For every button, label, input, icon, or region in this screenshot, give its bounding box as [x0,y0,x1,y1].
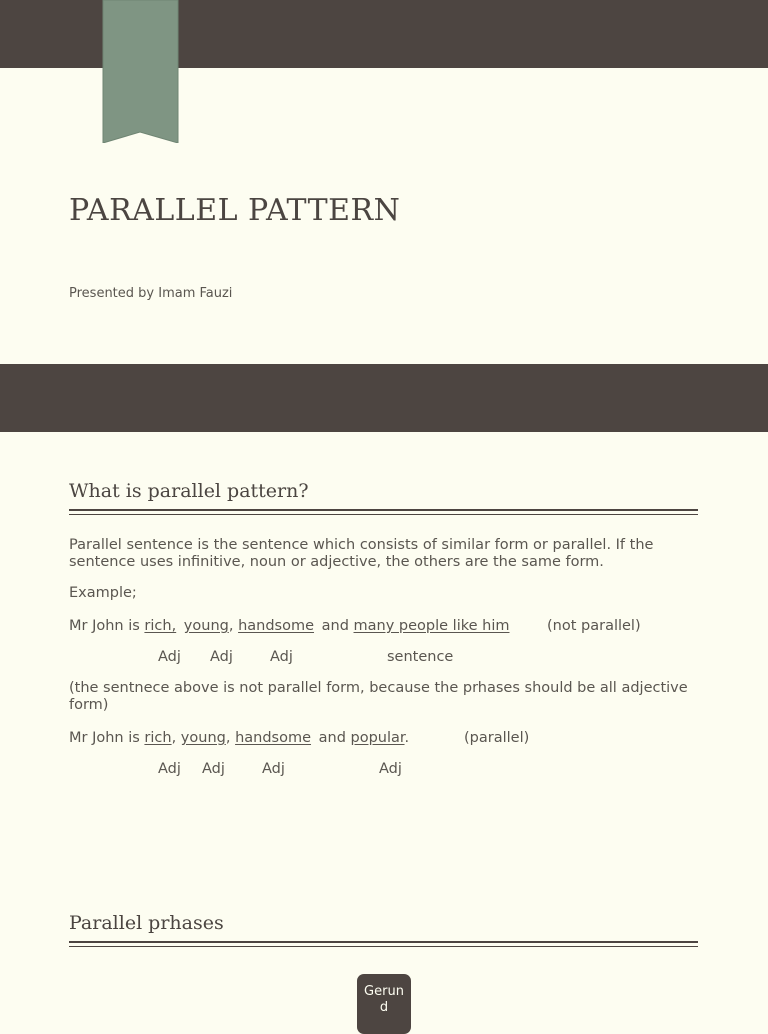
word-popular: popular [350,730,405,746]
gerund-box: Gerun d [357,974,411,1034]
parallel-note: (parallel) [464,730,530,746]
pos-tag: Adj [158,761,181,777]
example-sentence-not-parallel: Mr John is rich, young, handsome and many people like him [69,618,510,634]
definition-text: Parallel sentence is the sentence which consists of similar form or parallel. If the sentence uses infinitive, noun or adjective, the others are the same form. [69,537,654,570]
bookmark-ribbon [102,0,179,143]
pos-tag: Adj [210,649,233,665]
pos-tag: Adj [262,761,285,777]
page-title: PARALLEL PATTERN [69,193,401,228]
pos-tag: Adj [379,761,402,777]
phrase-many-people: many people like him [353,618,510,634]
example-sentence-parallel: Mr John is rich, young, handsome and popular. [69,730,410,746]
heading-double-rule [69,941,698,947]
example-label: Example; [69,585,137,601]
heading-double-rule [69,509,698,515]
section-heading-parallel-phrases: Parallel prhases [69,912,224,934]
not-parallel-note: (not parallel) [547,618,641,634]
pos-tag: sentence [387,649,454,665]
word-rich: rich [144,730,172,746]
pos-tag: Adj [270,649,293,665]
pos-tag: Adj [158,649,181,665]
word-handsome: handsome [238,618,315,634]
word-young: young [183,618,229,634]
word-handsome: handsome [235,730,312,746]
explanation-text: (the sentnece above is not parallel form, because the prhases should be all adjective form) [69,680,688,713]
section-heading-what-is: What is parallel pattern? [69,480,309,502]
pos-tag: Adj [202,761,225,777]
word-young: young [180,730,226,746]
slide-divider-band [0,364,768,432]
word-rich: rich, [144,618,177,634]
presenter-byline: Presented by Imam Fauzi [69,286,233,301]
